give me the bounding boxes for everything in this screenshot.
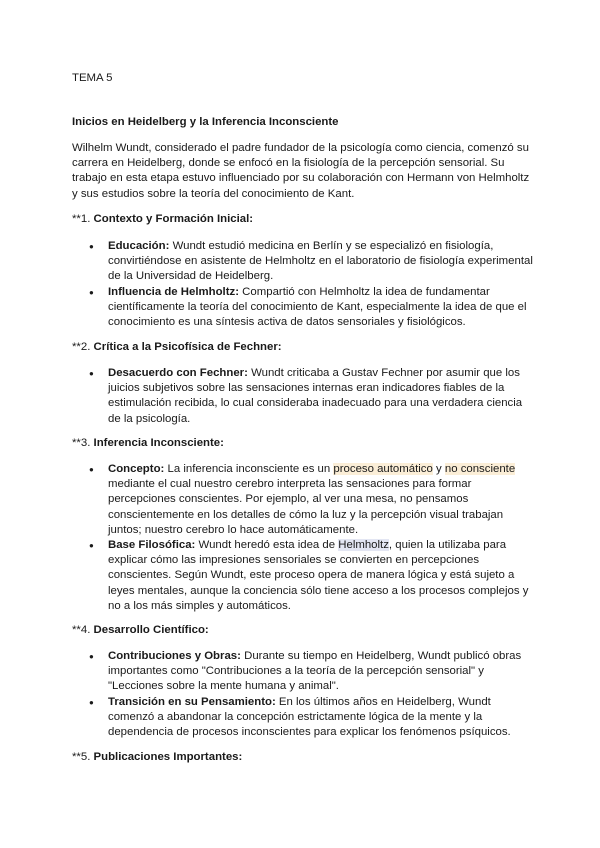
item-text: Durante su tiempo en Heidelberg, Wundt publicó obras importantes como "Contribuciones a la teoría de la percepción sensorial" y "Lecciones sobre la mente humana y animal". bbox=[108, 650, 522, 693]
list-item bbox=[72, 366, 534, 427]
item-text: La inferencia inconsciente es un bbox=[164, 463, 334, 475]
item-text: y bbox=[432, 463, 445, 475]
highlight: proceso automático bbox=[333, 463, 433, 475]
item-text: Wundt estudió medicina en Berlín y se especializó en fisiología, convirtiéndose en asistente de Helmholtz en el laboratorio de fisiología experimental de la Universidad de Heidelberg. bbox=[108, 240, 533, 283]
item-text: , quien la utilizaba para explicar cómo las impresiones sensoriales se convierten en percepciones conscientes. Según Wundt, este proceso opera de manera lógica y está sujeto a leyes mentales, aunque la conciencia sólo tiene acceso a los procesos complejos y no a los más simples y automáticos. bbox=[108, 539, 529, 612]
topic-label: TEMA 5 bbox=[72, 72, 113, 84]
item-label: Transición en su Pensamiento: bbox=[108, 695, 276, 708]
section-prefix: **4. bbox=[72, 624, 94, 636]
section-heading-3 bbox=[72, 435, 224, 451]
intro-paragraph: Wilhelm Wundt, considerado el padre fundador de la psicología como ciencia, comenzó su carrera en Heidelberg, donde se enfocó en la fisiología de la percepción sensorial. Su trabajo en esta etapa estuvo influenciado por su colaboración con Hermann von Helmholtz y sus estudios sobre la teoría del conocimiento de Kant. bbox=[72, 142, 530, 200]
highlight: no consciente bbox=[444, 463, 516, 475]
item-text: Compartió con Helmholtz la idea de fundamentar científicamente la teoría del conocimiento de Kant, especialmente la idea de que el conocimiento es una síntesis activa de datos sensoriales y fisiológicos. bbox=[108, 285, 527, 329]
section-4-list bbox=[72, 649, 534, 740]
section-heading-2 bbox=[72, 339, 282, 355]
item-label: Concepto: bbox=[108, 463, 165, 475]
item-text: Wundt heredó esta idea de bbox=[195, 539, 339, 552]
section-prefix: **3. bbox=[72, 437, 94, 449]
section-heading-1 bbox=[72, 211, 253, 227]
section-1-list bbox=[72, 239, 534, 330]
section-prefix: **1. bbox=[72, 213, 94, 225]
section-prefix: **2. bbox=[72, 341, 94, 353]
item-label: Educación: bbox=[108, 240, 170, 252]
section-2-list bbox=[72, 366, 534, 427]
item-label: Desacuerdo con Fechner: bbox=[108, 367, 248, 379]
section-title: Contexto y Formación Inicial: bbox=[93, 213, 254, 225]
item-text: En los últimos años en Heidelberg, Wundt comenzó a abandonar la concepción estrictamente lógica de la mente y la dependencia de procesos inconscientes para explicar los fenómenos psíquicos. bbox=[108, 695, 511, 739]
section-title: Inferencia Inconsciente: bbox=[93, 437, 224, 449]
document-title: Inicios en Heidelberg y la Inferencia Inconsciente bbox=[72, 116, 339, 128]
list-item bbox=[72, 239, 534, 285]
list-item bbox=[72, 695, 534, 741]
list-item bbox=[72, 538, 534, 614]
section-3-list bbox=[72, 462, 534, 614]
highlight: Helmholtz bbox=[338, 539, 389, 552]
item-text: Wundt criticaba a Gustav Fechner por asumir que los juicios subjetivos sobre las sensaciones internas eran indicadores fiables de la estimulación recibida, lo cual consideraba inadecuado para una verdadera ciencia de la psicología. bbox=[108, 367, 523, 425]
item-label: Base Filosófica: bbox=[108, 539, 196, 552]
item-text: mediante el cual nuestro cerebro interpreta las sensaciones para formar percepciones conscientes. Por ejemplo, al ver una mesa, no pensamos conscientemente en los detalles de cómo la luz y la percepción visual trabajan juntos; nuestro cerebro lo hace automáticamente. bbox=[108, 478, 504, 536]
list-item bbox=[72, 649, 534, 695]
list-item bbox=[72, 462, 534, 538]
list-item bbox=[72, 285, 534, 331]
item-label: Influencia de Helmholtz: bbox=[108, 285, 240, 298]
section-prefix: **5. bbox=[72, 751, 94, 763]
section-heading-4 bbox=[72, 622, 209, 638]
section-title: Crítica a la Psicofísica de Fechner: bbox=[93, 341, 282, 353]
section-title: Desarrollo Científico: bbox=[93, 624, 209, 636]
section-title: Publicaciones Importantes: bbox=[93, 751, 243, 763]
section-heading-5 bbox=[72, 749, 242, 765]
item-label: Contribuciones y Obras: bbox=[108, 650, 241, 662]
